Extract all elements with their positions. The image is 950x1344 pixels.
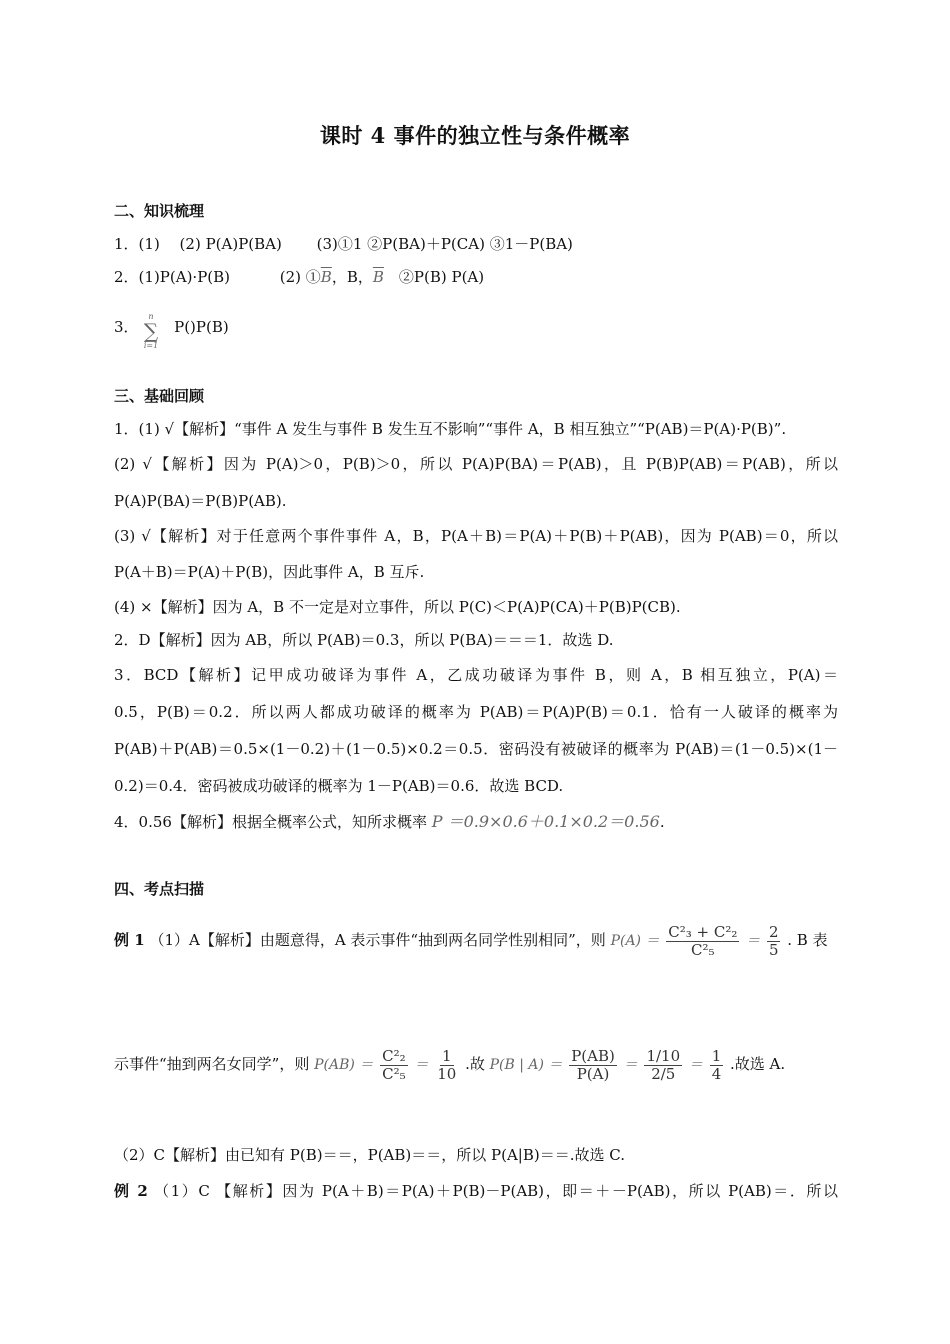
complement-b-2: $\overline{B}$ [372,268,384,286]
review-line-7: 4．0.56【解析】根据全概率公式，知所求概率 P ＝0.9×0.6＋0.1×0.2＝0.56. [114,812,665,831]
page-title: 课时 4 事件的独立性与条件概率 [319,123,631,148]
section-heading-examples: 四、考点扫描 [114,880,205,898]
knowledge-line-3-num: 3． [114,318,139,336]
total-probability-formula: P ＝0.9×0.6＋0.1×0.2＝0.56 [431,812,660,831]
fraction-2-over-5: $\frac{2}{5}$ [768,923,779,959]
example-1-text-b: . B 表 [787,931,828,949]
review-line-7-text: 4．0.56【解析】根据全概率公式，知所求概率 [114,813,427,831]
example-1-line-1: 例 1 （1）A【解析】由题意得，A 表示事件“抽到两名同学性别相同”，则 P(A) ＝ $\frac{\text{C²₃ + C²₂}}{\text{C²₅}}$ ＝ $\frac{2}{5}$ . B 表 [114,923,828,959]
fraction-pab-over-pa: $\frac{P(AB)}{P(A)}$ [571,1047,615,1083]
example-1-part-2: （2）C【解析】由已知有 P(B)＝＝，P(AB)＝＝，所以 P(A|B)＝＝.故选 C. [114,1146,625,1164]
review-line-6b: 0.5，P(B)＝0.2．所以两人都成功破译的概率为 P(AB)＝P(A)P(B)＝0.1．恰有一人破译的概率为 [114,703,838,721]
example-1-line-2: 示事件“抽到两名女同学”，则 P(AB) ＝ $\frac{\text{C²₂}}{\text{C²₅}}$ ＝ $\frac{1}{10}$ .故 P(B | A) ＝ $\frac{P(AB)}{P(A)}$ ＝ $\frac{1/10}{2/5}$ ＝ $\frac{1}{4}$ .故选 A. [114,1047,786,1083]
summation-symbol: n ∑ i=1 [143,312,159,350]
example-1-label: 例 1 [114,931,145,949]
example-1-text-d: .故 [465,1055,485,1073]
review-line-6c: P(AB)＋P(AB)＝0.5×(1－0.2)＋(1－0.5)×0.2＝0.5．密码没有被破译的概率为 P(AB)＝(1－0.5)×(1－ [114,740,838,758]
example-1-text-a: （1）A【解析】由题意得，A 表示事件“抽到两名同学性别相同”，则 [149,931,606,949]
knowledge-line-2-text-e: ②P(B) P(A) [383,268,485,286]
fraction-c32-c22-over-c52: $\frac{\text{C²₃ + C²₂}}{\text{C²₅}}$ [668,923,738,959]
fraction-1-over-4: $\frac{1}{4}$ [711,1047,722,1083]
section-heading-knowledge: 二、知识梳理 [114,202,205,220]
review-line-5: 2．D【解析】因为 AB，所以 P(AB)＝0.3，所以 P(BA)＝＝＝1．故选 D. [114,631,614,649]
example-1-text-e: .故选 A. [730,1055,786,1073]
knowledge-line-2 [114,266,838,287]
example-2-line-1 [114,1180,838,1201]
section-heading-review: 三、基础回顾 [114,387,205,405]
review-line-3b: P(A＋B)＝P(A)＋P(B)，因此事件 A，B 互斥. [114,563,425,581]
fraction-c22-over-c52: $\frac{\text{C²₂}}{\text{C²₅}}$ [382,1047,406,1083]
formula-pba: P(B | A) ＝ [489,1057,563,1073]
review-line-2b: P(A)P(BA)＝P(B)P(AB). [114,492,287,510]
review-line-2a: (2) √【解析】因为 P(A)＞0，P(B)＞0，所以 P(A)P(BA)＝P(AB)，且 P(B)P(AB)＝P(AB)，所以 [114,455,838,473]
complement-b-1: $\overline{B}$ [320,268,332,286]
review-line-1: 1．(1) √【解析】“事件 A 发生与事件 B 发生互不影响”“事件 A，B 相互独立”“P(AB)＝P(A)·P(B)”. [114,420,787,438]
fraction-1-over-10: $\frac{1}{10}$ [437,1047,457,1083]
formula-pa: P(A) ＝ [610,933,660,949]
review-line-3a: (3) √【解析】对于任意两个事件事件 A，B，P(A＋B)＝P(A)＋P(B)＋P(AB)，因为 P(AB)＝0，所以 [114,527,838,545]
review-line-6a: 3．BCD【解析】记甲成功破译为事件 A，乙成功破译为事件 B，则 A，B 相互独立，P(A)＝ [114,666,838,684]
example-2-text: （1）C 【解析】因为 P(A＋B)＝P(A)＋P(B)－P(AB)，即＝＋－P(AB)，所以 P(AB)＝．所以 [154,1182,838,1200]
knowledge-line-3 [114,316,838,337]
knowledge-line-1: 1．(1) (2) P(A)P(BA) (3)①1 ②P(BA)＋P(CA) ③1－P(BA) [114,235,573,253]
knowledge-line-2-text-c: ，B， [331,268,373,286]
formula-pab: P(AB) ＝ [314,1057,374,1073]
review-line-4: (4) ×【解析】因为 A，B 不一定是对立事件，所以 P(C)＜P(A)P(CA)＋P(B)P(CB). [114,598,681,616]
example-1-text-c: 示事件“抽到两名女同学”，则 [114,1055,310,1073]
fraction-complex: $\frac{1/10}{2/5}$ [646,1047,681,1083]
knowledge-line-3-text: P()P(B) [174,318,229,336]
example-2-label: 例 2 [114,1182,148,1200]
review-line-6d: 0.2)＝0.4．密码被成功破译的概率为 1－P(AB)＝0.6．故选 BCD. [114,777,564,795]
knowledge-line-2-text-a: 2．(1)P(A)·P(B) (2) ① [114,268,321,286]
